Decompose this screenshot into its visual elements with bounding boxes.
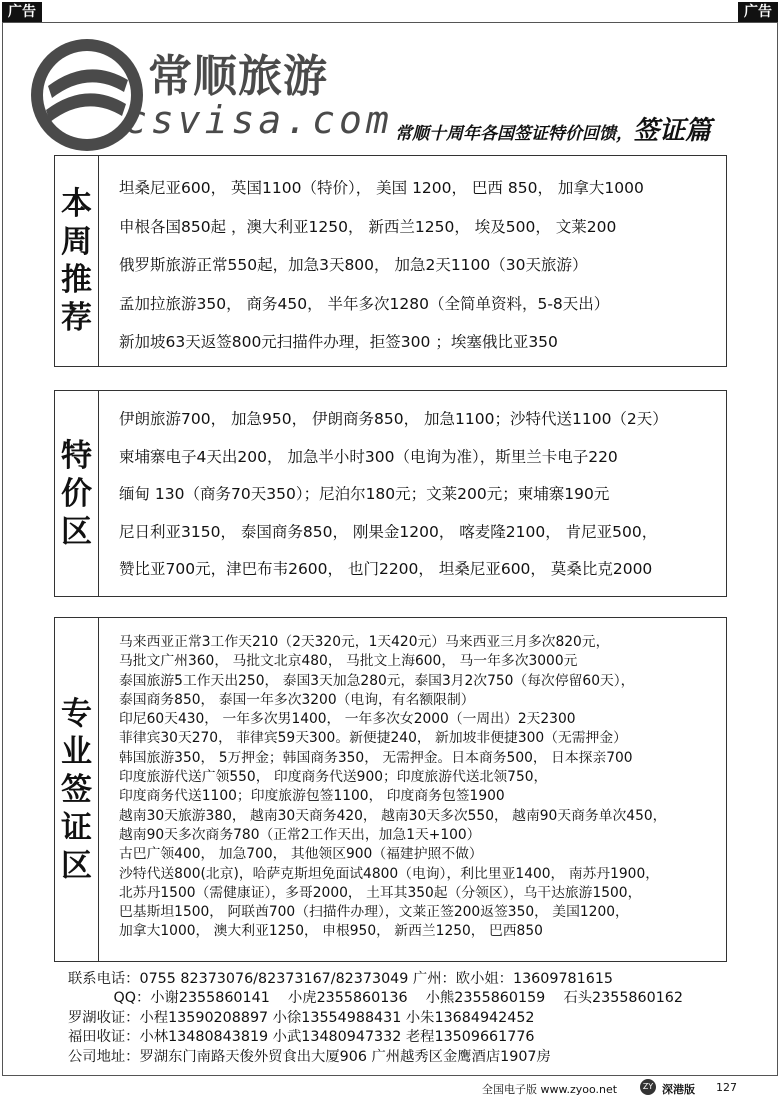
- label-char: 区: [61, 847, 92, 884]
- slogan-emphasis: 签证篇: [633, 116, 712, 146]
- price-line: 越南30天旅游380， 越南30天商务420， 越南30天多次550， 越南90天商务单次450，: [119, 807, 667, 824]
- price-line: 缅甸 130（商务70天350）；尼泊尔180元；文莱200元；柬埔寨190元: [119, 485, 610, 503]
- price-line: 马批文广州360， 马批文北京480， 马批文上海600， 马一年多次3000元: [119, 653, 578, 670]
- price-line: 申根各国850起 ，澳大利亚1250， 新西兰1250， 埃及500， 文莱200: [119, 217, 617, 236]
- section-lines: [119, 630, 718, 939]
- label-char: 荐: [61, 300, 92, 336]
- brand-url: csvisa.com: [124, 98, 393, 142]
- price-line: 柬埔寨电子4天出200， 加急半小时300（电询为准），斯里兰卡电子220: [119, 447, 618, 466]
- price-line: 古巴广领400， 加急700， 其他领区900（福建护照不做）: [119, 846, 483, 863]
- section-label: [55, 618, 99, 961]
- price-line: 新加坡63天返签800元扫描件办理，拒签300 ；埃塞俄比亚350: [119, 333, 558, 351]
- section-label: [55, 156, 99, 366]
- price-line: 赞比亚700元，津巴布韦2600， 也门2200， 坦桑尼亚600， 莫桑比克2000: [119, 560, 653, 578]
- slogan-main: 常顺十周年各国签证特价回馈，: [395, 124, 633, 144]
- label-char: 签: [61, 771, 92, 808]
- label-char: 价: [61, 475, 92, 512]
- contact-line: 福田收证：小林13480843819 小武13480947332 老程13509661776: [68, 1029, 535, 1046]
- price-line: 尼日利亚3150， 泰国商务850， 刚果金1200， 喀麦隆2100， 肯尼亚500，: [119, 522, 658, 541]
- label-char: 证: [61, 809, 92, 846]
- contact-line: QQ：小谢2355860141 小虎2355860136 小熊2355860159 石头2355860162: [68, 990, 684, 1007]
- contact-block: [68, 968, 683, 1065]
- label-char: 专: [61, 695, 92, 732]
- label-char: 推: [61, 262, 92, 298]
- footer-edition: 深港版: [662, 1083, 695, 1096]
- slogan: [395, 110, 711, 147]
- price-line: 印尼60天430， 一年多次男1400， 一年多次女2000（一周出）2天2300: [119, 711, 576, 728]
- ad-tag-right: 广告: [738, 2, 778, 22]
- special-price-section: [54, 390, 727, 597]
- contact-line: 联系电话：0755 82373076/82373167/82373049 广州：欧小姐：13609781615: [68, 971, 614, 987]
- price-line: 印度商务代送1100；印度旅游包签1100， 印度商务包签1900: [119, 788, 505, 805]
- price-line: 韩国旅游350， 5万押金；韩国商务350， 无需押金。日本商务500， 日本探亲700: [119, 749, 633, 766]
- price-line: 越南90天多次商务780（正常2工作天出，加急1天+100）: [119, 826, 481, 843]
- section-label: [55, 391, 99, 596]
- price-line: 巴基斯坦1500， 阿联酋700（扫描件办理），文莱正签200返签350， 美国1200，: [119, 904, 629, 921]
- price-line: 沙特代送800(北京)，哈萨克斯坦免面试4800（电询），利比里亚1400， 南苏丹1900，: [119, 865, 660, 882]
- brand-logo: [28, 36, 393, 156]
- label-char: 特: [61, 437, 92, 474]
- price-line: 泰国商务850， 泰国一年多次3200（电询，有名额限制）: [119, 691, 475, 708]
- label-char: 周: [61, 224, 92, 260]
- professional-visa-section: [54, 617, 727, 962]
- footer-site: 全国电子版 www.zyoo.net: [482, 1083, 618, 1096]
- contact-line: 罗湖收证：小程13590208897 小徐13554988431 小朱13684942452: [68, 1009, 535, 1026]
- price-line: 印度旅游代送广领550， 印度商务代送900；印度旅游代送北领750，: [119, 769, 548, 786]
- label-char: 区: [61, 513, 92, 550]
- price-line: 泰国旅游5工作天出250， 泰国3天加急280元，泰国3月2次750（每次停留60天），: [119, 672, 635, 689]
- price-line: 马来西亚正常3工作天210（2天320元，1天420元）马来西亚三月多次820元，: [119, 634, 610, 650]
- label-char: 业: [61, 733, 92, 770]
- price-line: 伊朗旅游700， 加急950， 伊朗商务850， 加急1100；沙特代送1100（2天）: [119, 410, 668, 428]
- weekly-recommend-section: [54, 155, 727, 367]
- page-number: 127: [716, 1081, 737, 1094]
- ad-tag-left: 广告: [2, 2, 42, 22]
- section-lines: [119, 176, 718, 369]
- price-line: 北苏丹1500（需健康证），多哥2000， 土耳其350起（分领区），乌干达旅游1500，: [119, 884, 642, 901]
- price-line: 俄罗斯旅游正常550起，加急3天800， 加急2天1100（30天旅游）: [119, 256, 588, 274]
- price-line: 加拿大1000， 澳大利亚1250， 申根950， 新西兰1250， 巴西850: [119, 923, 543, 940]
- price-line: 孟加拉旅游350， 商务450， 半年多次1280（全简单资料，5-8天出）: [119, 294, 610, 313]
- footer-logo-icon: ZY: [640, 1079, 656, 1095]
- price-line: 坦桑尼亚600， 英国1100（特价）， 美国 1200， 巴西 850， 加拿大1000: [119, 179, 644, 197]
- brand-name: 常顺旅游: [148, 51, 328, 102]
- contact-line: 公司地址：罗湖东门南路天俊外贸食出大厦906 广州越秀区金鹰酒店1907房: [68, 1048, 551, 1065]
- label-char: 本: [61, 186, 92, 222]
- section-lines: [119, 407, 718, 595]
- price-line: 菲律宾30天270， 菲律宾59天300。新便捷240， 新加坡非便捷300（无需押金）: [119, 730, 627, 747]
